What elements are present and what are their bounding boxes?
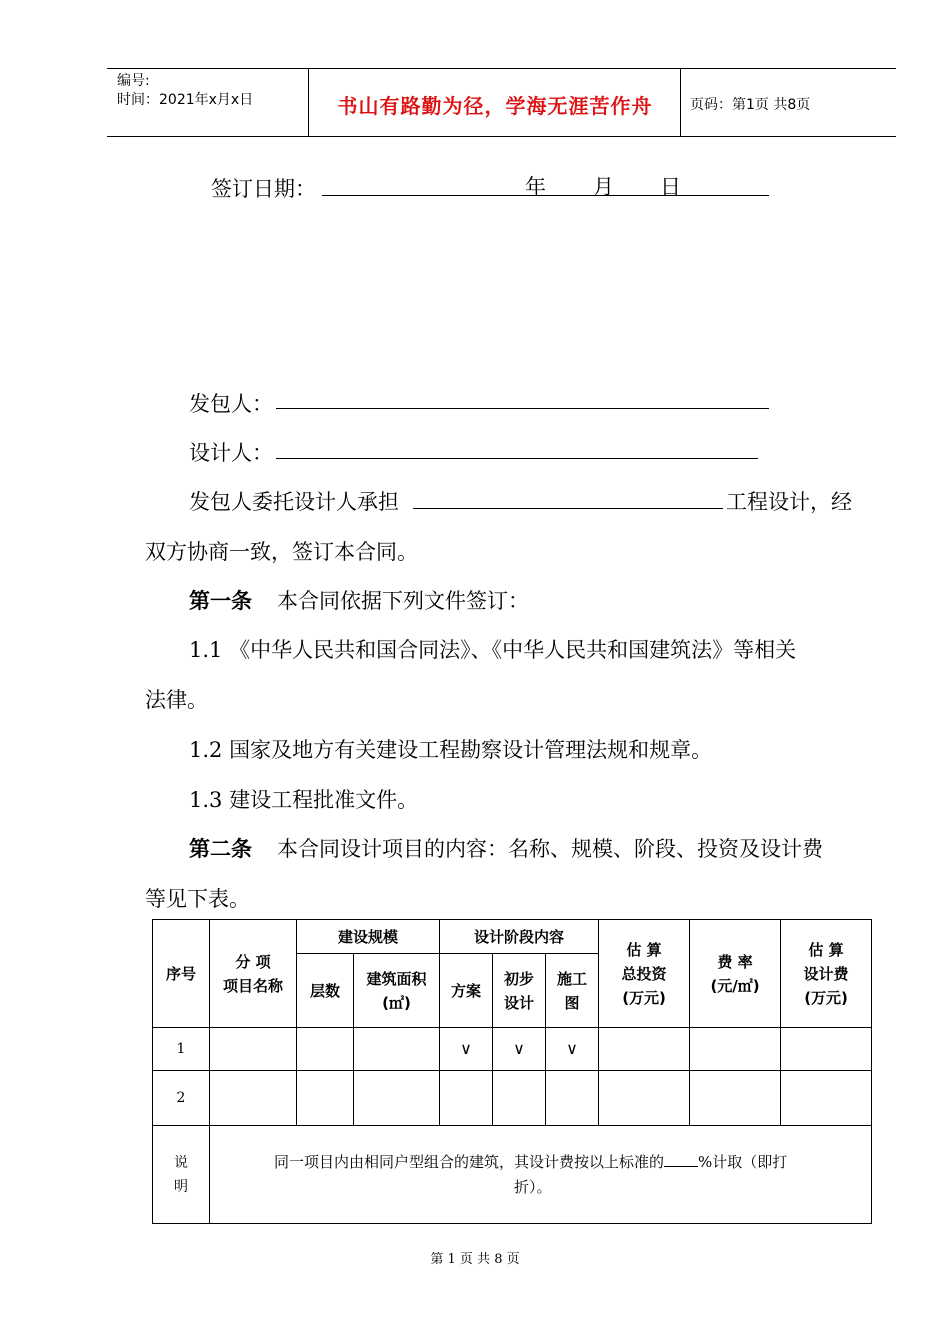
- header-area: [354, 954, 440, 1028]
- header-constr: [546, 954, 599, 1028]
- note-row: [153, 1126, 872, 1224]
- intro-text-line2: 双方协商一致，签订本合同。: [145, 540, 418, 564]
- article1-text: 本合同依据下列文件签订：: [277, 589, 529, 613]
- note-text-c: 折）。: [514, 1177, 552, 1196]
- header-invest: [599, 920, 690, 1028]
- header-scale: 建设规模: [297, 920, 440, 954]
- employer-underline: [276, 408, 769, 409]
- header-divider-left: [308, 69, 309, 136]
- row1-seq: 1: [153, 1028, 210, 1071]
- signing-month: 月: [593, 175, 614, 199]
- header-prelim-line1: 初步: [504, 969, 535, 988]
- header-fee: [781, 920, 872, 1028]
- header-rate: [690, 920, 781, 1028]
- header-scheme: 方案: [440, 954, 493, 1028]
- article1-item3: 1.3 建设工程批准文件。: [189, 788, 419, 812]
- header-prelim: [493, 954, 546, 1028]
- header-invest-line3: (万元): [622, 988, 666, 1007]
- header-constr-line2: 图: [564, 993, 580, 1012]
- header-constr-line1: 施工: [557, 969, 588, 988]
- header-floors: 层数: [297, 954, 354, 1028]
- employer-label: 发包人：: [189, 392, 273, 416]
- row1-area: [354, 1028, 440, 1071]
- header-number-label: 编号:: [117, 73, 150, 89]
- header-item-name-line1: 分 项: [235, 952, 271, 971]
- page-footer: 第 1 页 共 8 页: [430, 1252, 520, 1267]
- header-rate-line2: (元/㎡): [710, 976, 760, 995]
- intro-text-a: 发包人委托设计人承担: [189, 490, 399, 514]
- header-item-name: [210, 920, 297, 1028]
- header-fee-line1: 估 算: [808, 940, 844, 959]
- row2-constr-check: [546, 1071, 599, 1126]
- header-invest-line1: 估 算: [626, 940, 662, 959]
- header-item-name-line2: 项目名称: [222, 976, 283, 995]
- row1-scheme-check: ∨: [440, 1028, 493, 1071]
- row2-scheme-check: [440, 1071, 493, 1126]
- row2-name: [210, 1071, 297, 1126]
- project-table: [152, 919, 872, 1224]
- row2-seq: 2: [153, 1071, 210, 1126]
- header-stage: 设计阶段内容: [440, 920, 599, 954]
- note-text-a: 同一项目内由相同户型组合的建筑，其设计费按以上标准的: [274, 1152, 665, 1171]
- header-fee-line2: 设计费: [803, 964, 849, 983]
- intro-text-b: 工程设计，经: [726, 490, 852, 514]
- header-fee-line3: (万元): [804, 988, 848, 1007]
- designer-underline: [276, 458, 758, 459]
- header-rate-line1: 费 率: [717, 952, 753, 971]
- row2-prelim-check: [493, 1071, 546, 1126]
- header-bottom-rule: [107, 136, 896, 137]
- article2-text-line2: 等见下表。: [145, 887, 250, 911]
- row2-floors: [297, 1071, 354, 1126]
- row2-fee: [781, 1071, 872, 1126]
- note-label-line1: 说: [174, 1154, 188, 1171]
- row2-invest: [599, 1071, 690, 1126]
- header-prelim-line2: 设计: [504, 993, 535, 1012]
- designer-label: 设计人：: [189, 441, 273, 465]
- table-row: [153, 1071, 872, 1126]
- header-motto: 书山有路勤为径，学海无涯苦作舟: [337, 94, 653, 118]
- signing-day: 日: [660, 175, 681, 199]
- header-seq: 序号: [153, 920, 210, 1028]
- article2-text-line1: 本合同设计项目的内容：名称、规模、阶段、投资及设计费: [277, 837, 823, 861]
- note-text: [210, 1126, 872, 1224]
- article1-item1-line1: 1.1 《中华人民共和国合同法》、《中华人民共和国建筑法》等相关: [189, 638, 797, 662]
- row1-invest: [599, 1028, 690, 1071]
- header-page-info: 页码：第1页 共8页: [690, 97, 811, 113]
- article1-item1-line2: 法律。: [145, 688, 208, 712]
- row1-fee: [781, 1028, 872, 1071]
- table-row: [153, 1028, 872, 1071]
- article1-title: 第一条: [189, 589, 252, 613]
- note-label-line2: 明: [174, 1178, 188, 1195]
- row1-prelim-check: ∨: [493, 1028, 546, 1071]
- header-invest-line2: 总投资: [621, 964, 667, 983]
- row1-constr-check: ∨: [546, 1028, 599, 1071]
- note-label: [153, 1126, 210, 1224]
- note-text-b: %计取（即打: [698, 1152, 788, 1171]
- header-time-label: 时间：2021年x月x日: [117, 92, 254, 108]
- header-area-line1: 建筑面积: [366, 969, 427, 988]
- row1-floors: [297, 1028, 354, 1071]
- article1-item2: 1.2 国家及地方有关建设工程勘察设计管理法规和规章。: [189, 738, 713, 762]
- header-divider-right: [680, 69, 681, 136]
- header-top-rule: [107, 68, 896, 69]
- row1-rate: [690, 1028, 781, 1071]
- header-area-line2: (㎡): [382, 993, 411, 1012]
- signing-year: 年: [525, 175, 546, 199]
- project-name-underline: [413, 508, 723, 509]
- article2-title: 第二条: [189, 837, 252, 861]
- percent-blank: [664, 1151, 698, 1167]
- row1-name: [210, 1028, 297, 1071]
- row2-area: [354, 1071, 440, 1126]
- row2-rate: [690, 1071, 781, 1126]
- signing-date-label: 签订日期：: [211, 177, 316, 201]
